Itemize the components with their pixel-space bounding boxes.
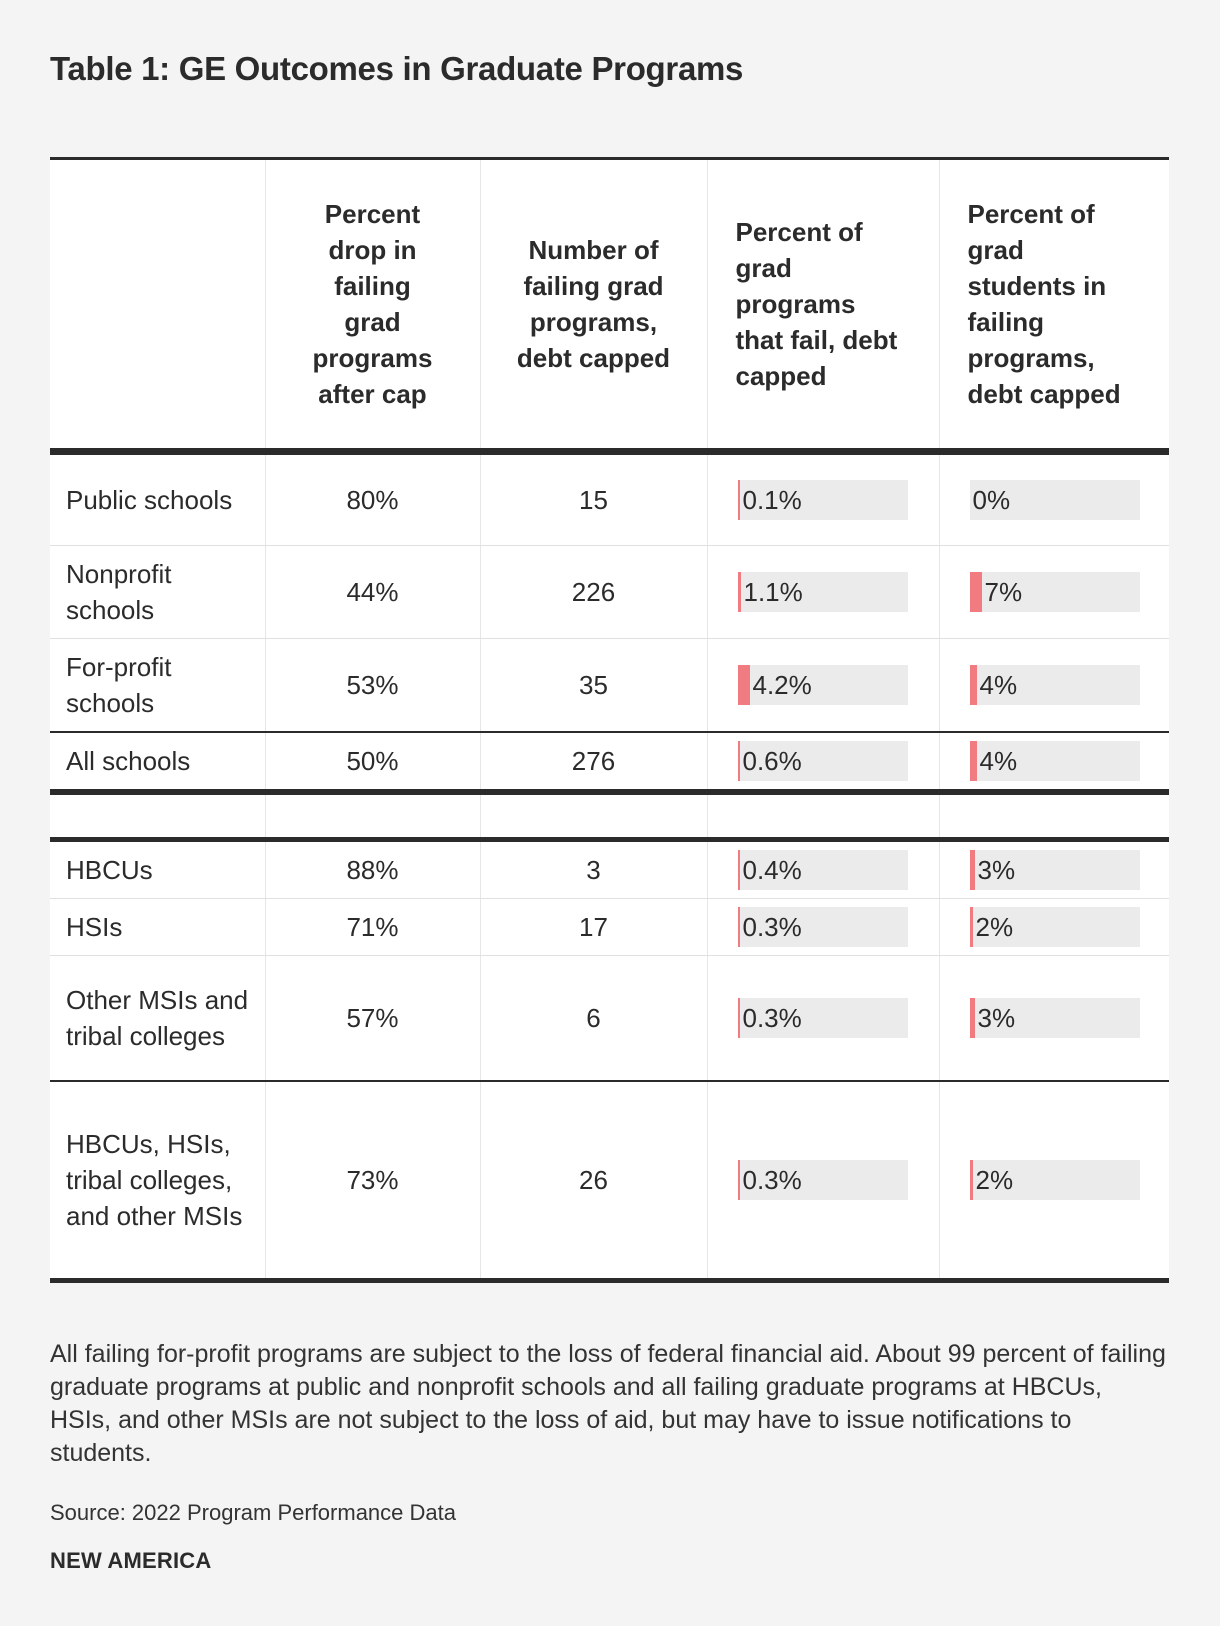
spacer-cell <box>265 792 480 840</box>
row-label: Public schools <box>50 452 265 546</box>
pct-students-failing-bar <box>970 1160 973 1200</box>
pct-programs-fail-label: 4.2% <box>752 670 812 700</box>
pct-programs-fail-label: 0.1% <box>742 485 802 515</box>
pct-students-failing-cell <box>939 899 1169 956</box>
pct-programs-fail-bar <box>738 665 750 705</box>
percent-drop-value: 80% <box>265 452 480 546</box>
outcomes-table <box>50 157 1169 1283</box>
row-label: HBCUs, HSIs, tribal colleges, and other MSIs <box>66 1129 243 1231</box>
pct-programs-fail-bar-track <box>738 1160 908 1200</box>
pct-programs-fail-bar-track <box>738 741 908 781</box>
pct-students-failing-bar <box>970 998 975 1038</box>
table-row <box>50 956 1169 1082</box>
failing-count-value: 17 <box>480 899 707 956</box>
pct-students-failing-label: 4% <box>979 746 1018 776</box>
table-row <box>50 899 1169 956</box>
pct-students-failing-cell <box>939 956 1169 1082</box>
pct-programs-fail-cell <box>707 639 939 733</box>
pct-programs-fail-cell <box>707 840 939 899</box>
header-row <box>50 159 1169 452</box>
pct-students-failing-bar <box>970 572 982 612</box>
pct-programs-fail-cell <box>707 546 939 639</box>
pct-programs-fail-bar-track <box>738 665 908 705</box>
spacer-row <box>50 792 1169 840</box>
header-category <box>50 159 265 452</box>
footnote: All failing for-profit programs are subject to the loss of federal financial aid. About 99 percent of failing graduate programs at public and nonprofit schools and all failing graduate programs at HBCUs, HSIs, and other MSIs are not subject to the loss of aid, but may have to issue notifications to students. <box>50 1340 1166 1467</box>
brand-logo: NEW AMERICA <box>50 1548 212 1573</box>
row-label: HSIs <box>50 899 265 956</box>
pct-students-failing-bar <box>970 741 977 781</box>
failing-count-value: 15 <box>480 452 707 546</box>
pct-students-failing-cell <box>939 452 1169 546</box>
pct-programs-fail-bar <box>738 1160 740 1200</box>
pct-programs-fail-bar <box>738 998 740 1038</box>
table-row <box>50 546 1169 639</box>
pct-students-failing-label: 3% <box>977 855 1016 885</box>
spacer-cell <box>939 792 1169 840</box>
header-pct-students-failing: Percent of grad students in failing programs, debt capped <box>939 159 1169 452</box>
source-line: Source: 2022 Program Performance Data <box>50 1500 456 1525</box>
pct-programs-fail-label: 0.3% <box>742 1003 802 1033</box>
pct-students-failing-bar-track <box>970 850 1140 890</box>
pct-programs-fail-bar-track <box>738 480 908 520</box>
pct-programs-fail-cell <box>707 452 939 546</box>
pct-programs-fail-cell <box>707 732 939 792</box>
pct-students-failing-label: 7% <box>984 577 1023 607</box>
pct-programs-fail-bar-track <box>738 998 908 1038</box>
table-row <box>50 452 1169 546</box>
pct-students-failing-cell <box>939 546 1169 639</box>
pct-students-failing-label: 2% <box>975 912 1014 942</box>
pct-students-failing-bar-track <box>970 572 1140 612</box>
percent-drop-value: 73% <box>265 1081 480 1281</box>
pct-programs-fail-cell <box>707 1081 939 1281</box>
pct-students-failing-bar <box>970 850 975 890</box>
spacer-cell <box>707 792 939 840</box>
pct-students-failing-cell <box>939 840 1169 899</box>
pct-programs-fail-bar-track <box>738 572 908 612</box>
pct-students-failing-label: 3% <box>977 1003 1016 1033</box>
pct-programs-fail-bar <box>738 572 741 612</box>
percent-drop-value: 53% <box>265 639 480 733</box>
pct-students-failing-bar-track <box>970 665 1140 705</box>
failing-count-value: 226 <box>480 546 707 639</box>
header-percent-drop: Percent drop in failing grad programs after cap <box>265 159 480 452</box>
row-label: All schools <box>50 732 265 792</box>
pct-students-failing-cell <box>939 1081 1169 1281</box>
header-failing-count: Number of failing grad programs, debt capped <box>480 159 707 452</box>
failing-count-value: 276 <box>480 732 707 792</box>
pct-students-failing-bar-track <box>970 741 1140 781</box>
table-row <box>50 639 1169 733</box>
pct-programs-fail-cell <box>707 956 939 1082</box>
pct-programs-fail-label: 0.6% <box>742 746 802 776</box>
row-label: Other MSIs and tribal colleges <box>50 956 265 1082</box>
header-pct-programs-fail: Percent of grad programs that fail, debt capped <box>707 159 939 452</box>
pct-programs-fail-bar <box>738 480 740 520</box>
pct-students-failing-bar <box>970 907 973 947</box>
pct-programs-fail-bar-track <box>738 907 908 947</box>
pct-students-failing-bar-track <box>970 480 1140 520</box>
table-row <box>50 1081 1169 1281</box>
row-label: Nonprofit schools <box>50 546 265 639</box>
pct-students-failing-bar-track <box>970 1160 1140 1200</box>
percent-drop-value: 88% <box>265 840 480 899</box>
pct-students-failing-cell <box>939 639 1169 733</box>
pct-programs-fail-label: 0.3% <box>742 912 802 942</box>
pct-programs-fail-bar-track <box>738 850 908 890</box>
row-label: HBCUs <box>50 840 265 899</box>
pct-programs-fail-bar <box>738 850 740 890</box>
pct-programs-fail-label: 0.3% <box>742 1165 802 1195</box>
failing-count-value: 6 <box>480 956 707 1082</box>
pct-programs-fail-bar <box>738 741 740 781</box>
pct-students-failing-label: 2% <box>975 1165 1014 1195</box>
pct-students-failing-bar-track <box>970 998 1140 1038</box>
failing-count-value: 35 <box>480 639 707 733</box>
pct-programs-fail-cell <box>707 899 939 956</box>
failing-count-value: 3 <box>480 840 707 899</box>
percent-drop-value: 57% <box>265 956 480 1082</box>
pct-programs-fail-label: 1.1% <box>743 577 803 607</box>
table-row <box>50 732 1169 792</box>
pct-students-failing-bar <box>970 665 977 705</box>
percent-drop-value: 44% <box>265 546 480 639</box>
percent-drop-value: 71% <box>265 899 480 956</box>
row-label: For-profit schools <box>50 639 265 733</box>
spacer-cell <box>480 792 707 840</box>
pct-students-failing-label: 4% <box>979 670 1018 700</box>
failing-count-value: 26 <box>480 1081 707 1281</box>
table-row <box>50 840 1169 899</box>
spacer-cell <box>50 792 265 840</box>
chart-title: Table 1: GE Outcomes in Graduate Programs <box>50 50 744 87</box>
pct-students-failing-bar-track <box>970 907 1140 947</box>
pct-programs-fail-label: 0.4% <box>742 855 802 885</box>
pct-students-failing-cell <box>939 732 1169 792</box>
percent-drop-value: 50% <box>265 732 480 792</box>
pct-programs-fail-bar <box>738 907 740 947</box>
pct-students-failing-label: 0% <box>972 485 1011 515</box>
